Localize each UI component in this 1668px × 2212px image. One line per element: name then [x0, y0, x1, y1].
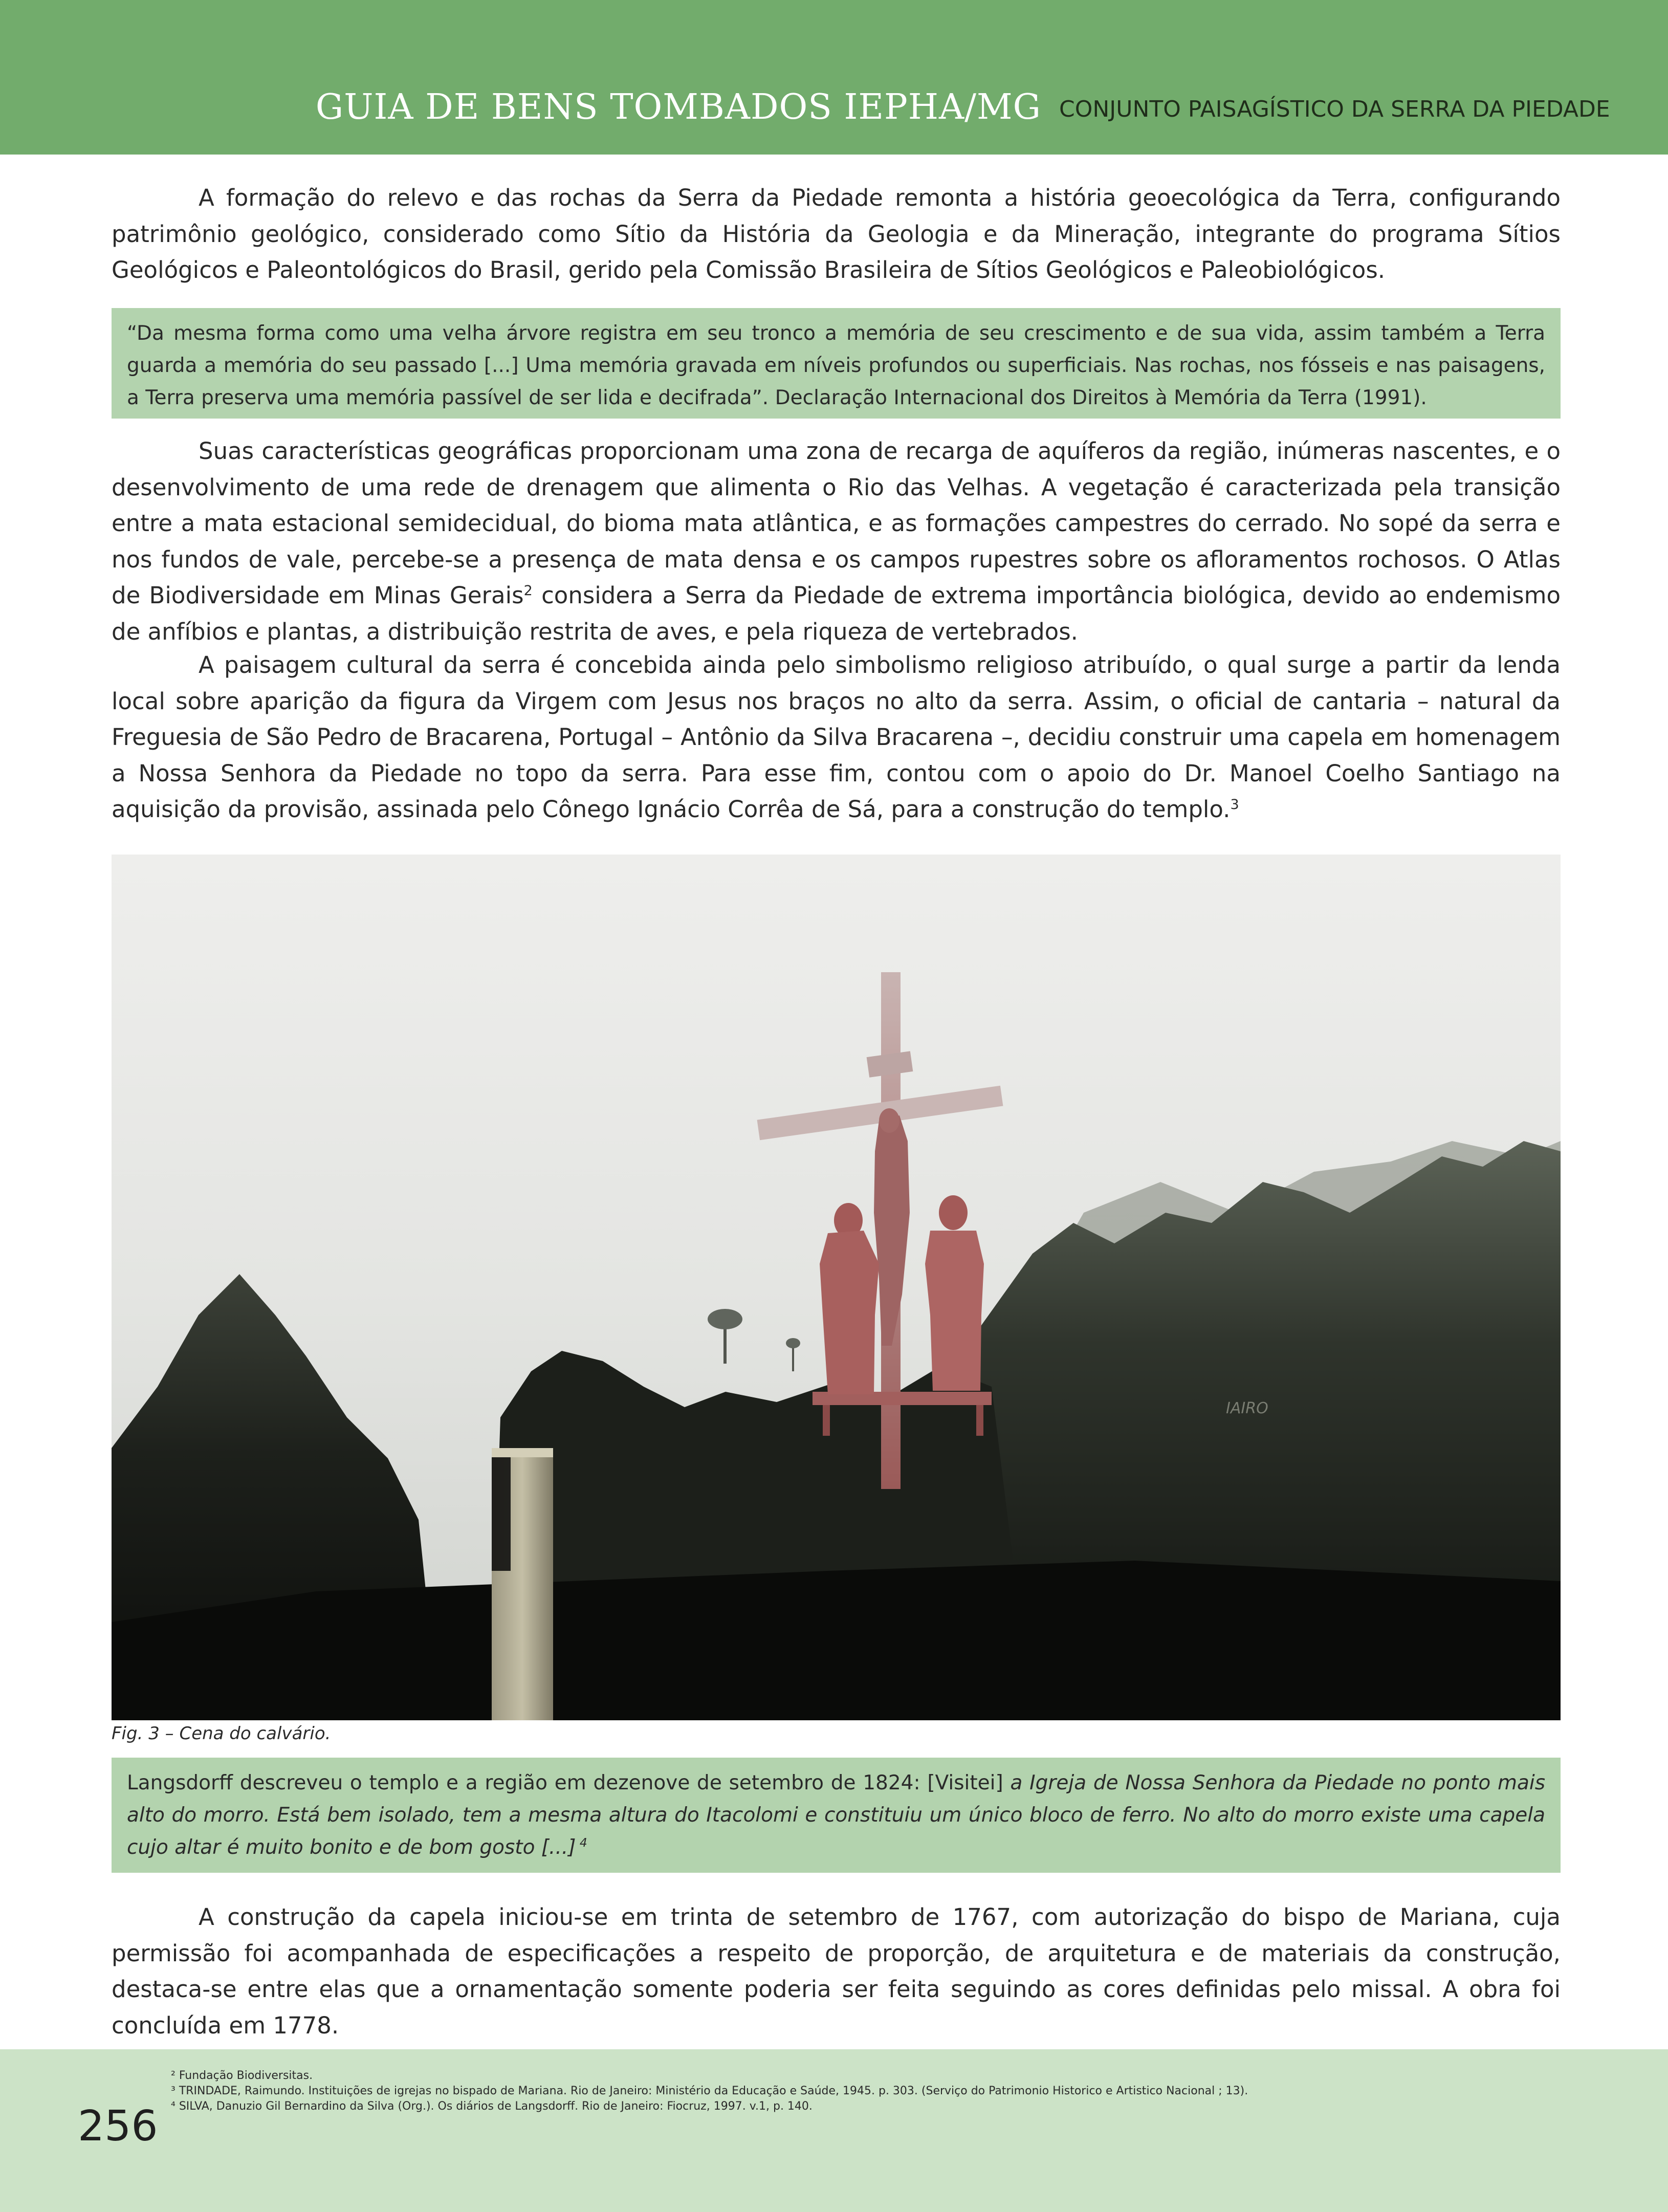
footnote-3: ³ TRINDADE, Raimundo. Instituições de igrejas no bispado de Mariana. Rio de Janeiro: Ministério da Educação e Saúde, 1945. p. 303. (Serviço do Patrimonio Historico e Artistico Nacional ; 13).	[171, 2085, 1248, 2097]
quote-box-2	[112, 1758, 1561, 1873]
footnotes	[171, 2068, 1552, 2114]
section-subtitle: CONJUNTO PAISAGÍSTICO DA SERRA DA PIEDADE	[1059, 96, 1610, 122]
concrete-post	[492, 1448, 553, 1720]
calvary-photo	[112, 855, 1561, 1720]
paragraph-text: A construção da capela iniciou-se em trinta de setembro de 1767, com autorização do bispo de Mariana, cuja permissão foi acompanhada de especificações a respeito de proporção, de arquitetura e de materiais da construção, destaca-se entre elas que a ornamentação somente poderia ser feita seguindo as cores definidas pelo missal. A obra foi concluída em 1778.	[112, 1903, 1561, 2039]
paragraph-text: Suas características geográficas proporcionam uma zona de recarga de aquíferos da região, inúmeras nascentes, e o desenvolvimento de uma rede de drenagem que alimenta o Rio das Velhas. A vegetação é caracterizada pela transição entre a mata estacional semidecidual, do bioma mata atlântica, e as formações campestres do cerrado. No sopé da serra e nos fundos de vale, percebe-se a presença de mata densa e os campos rupestres sobre os afloramentos rochosos. O Atlas de Biodiversidade em Minas Gerais	[112, 437, 1561, 609]
footnote-4: ⁴ SILVA, Danuzio Gil Bernardino da Silva (Org.). Os diários de Langsdorff. Rio de Janeiro: Fiocruz, 1997. v.1, p. 140.	[171, 2100, 813, 2113]
quote-box-1	[112, 308, 1561, 419]
quote-text: “Da mesma forma como uma velha árvore registra em seu tronco a memória de seu crescimento e de sua vida, assim também a Terra guarda a memória do seu passado [...] Uma memória gravada em níveis profundos ou superficiais. Nas rochas, nos fósseis e nas paisagens, a Terra preserva uma memória passível de ser lida e decifrada”. Declaração Internacional dos Direitos à Memória da Terra (1991).	[127, 322, 1545, 409]
footnote-ref: 4	[576, 1835, 587, 1850]
header-band	[0, 0, 1668, 155]
quote-italic-text: a Igreja de Nossa Senhora da Piedade no ponto mais alto do morro. Está bem isolado, tem a mesma altura do Itacolomi e constituiu um único bloco de ferro. No alto do morro existe uma capela cujo altar é muito bonito e de bom gosto [...]	[127, 1771, 1546, 1859]
footnote-2: ² Fundação Biodiversitas.	[171, 2069, 313, 2082]
paragraph-text: A formação do relevo e das rochas da Serra da Piedade remonta a história geoecológica da Terra, configurando patrimônio geológico, considerado como Sítio da História da Geologia e da Mineração, integrante do programa Sítios Geológicos e Paleontológicos do Brasil, gerido pela Comissão Brasileira de Sítios Geológicos e Paleobiológicos.	[112, 184, 1561, 283]
paragraph-text-cont: considera a Serra da Piedade de extrema importância biológica, devido ao endemismo de anfíbios e plantas, a distribuição restrita de aves, e pela riqueza de vertebrados.	[112, 582, 1561, 645]
paragraph-text: A paisagem cultural da serra é concebida ainda pelo simbolismo religioso atribuído, o qual surge a partir da lenda local sobre aparição da figura da Virgem com Jesus nos braços no alto da serra. Assim, o oficial de cantaria – natural da Freguesia de São Pedro de Bracarena, Portugal – Antônio da Silva Bracarena –, decidiu construir uma capela em homenagem a Nossa Senhora da Piedade no topo da serra. Para esse fim, contou com o apoio do Dr. Manoel Coelho Santiago na aquisição da provisão, assinada pelo Cônego Ignácio Corrêa de Sá, para a construção do templo.	[112, 651, 1561, 823]
page-number: 256	[78, 2102, 158, 2151]
body-paragraph-1	[112, 180, 1561, 289]
rock-inscription: IAIRO	[1226, 1399, 1268, 1417]
body-paragraph-2	[112, 433, 1561, 650]
footnote-ref: 3	[1230, 797, 1239, 813]
quote-plain-text: Langsdorff descreveu o templo e a região em dezenove de setembro de 1824: [Visitei]	[127, 1771, 1011, 1794]
footnote-ref: 2	[523, 583, 533, 599]
body-paragraph-4	[112, 1899, 1561, 2044]
figure-caption: Fig. 3 – Cena do calvário.	[112, 1723, 331, 1744]
publication-title: GUIA DE BENS TOMBADOS IEPHA/MG	[315, 87, 1041, 127]
body-paragraph-3	[112, 647, 1561, 828]
